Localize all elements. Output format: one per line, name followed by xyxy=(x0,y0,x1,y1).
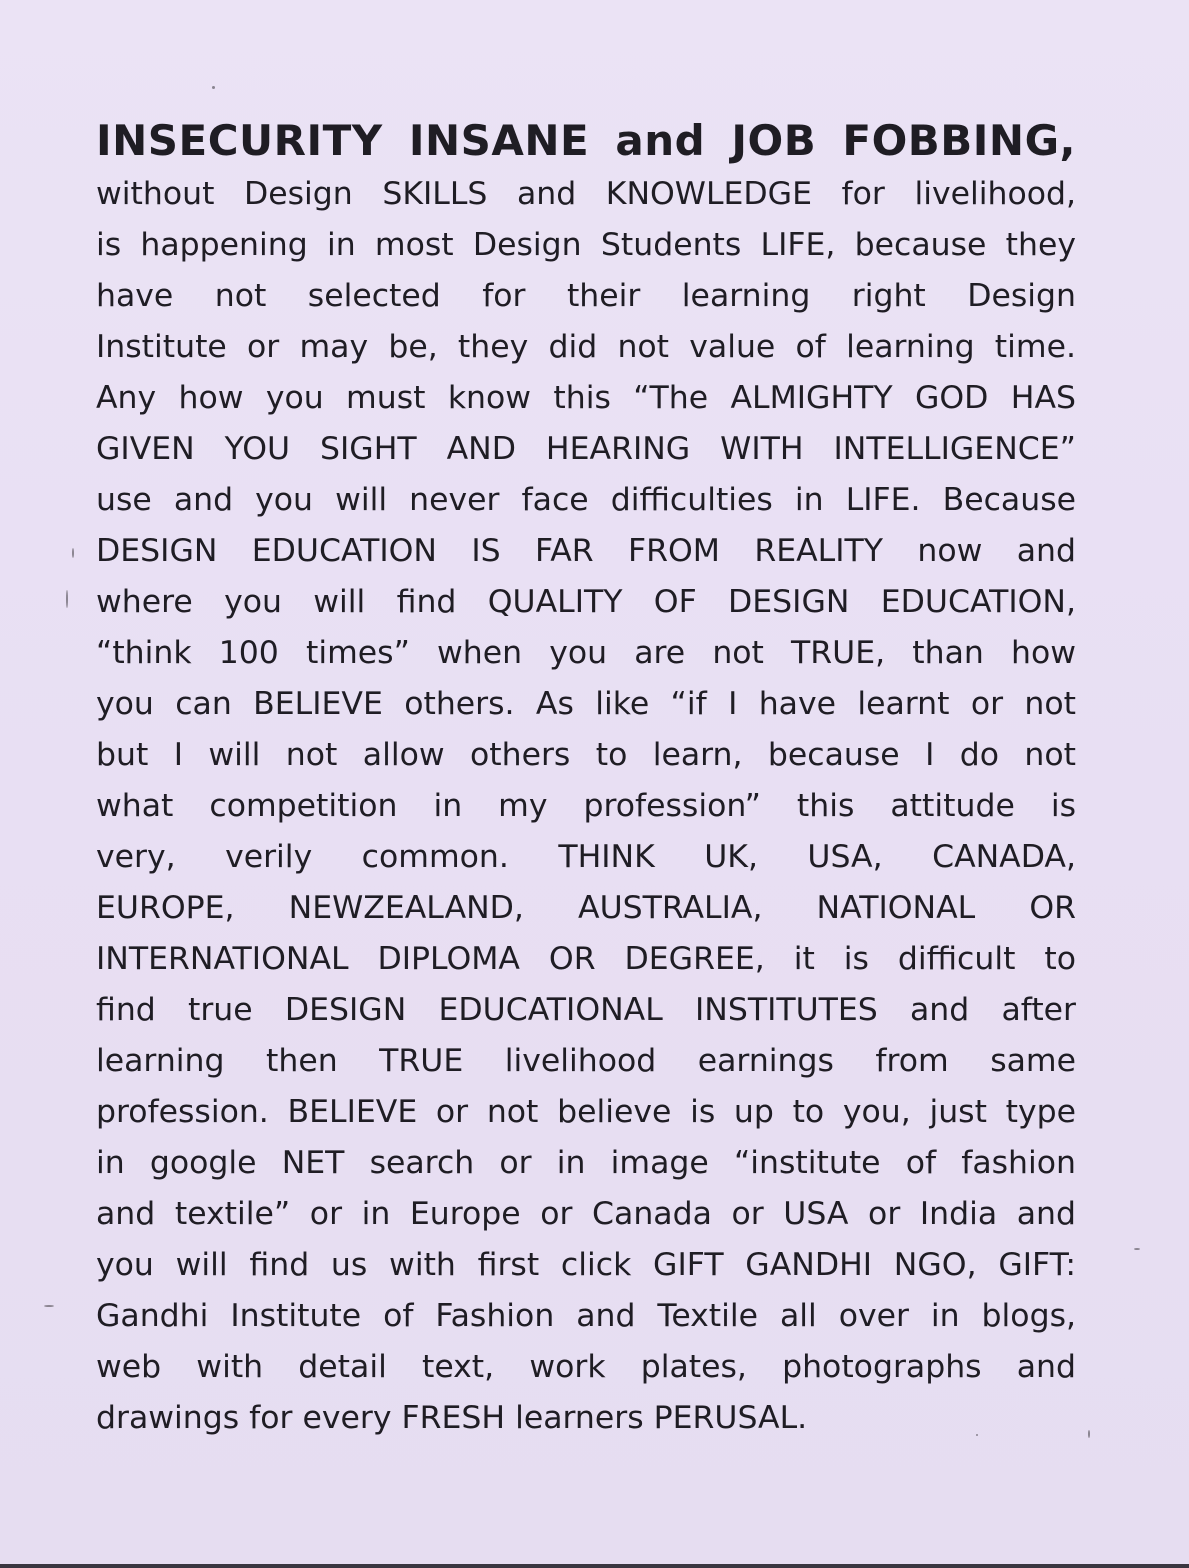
body-line: find true DESIGN EDUCATIONAL INSTITUTES and after xyxy=(96,992,1076,1028)
body-line: Gandhi Institute of Fashion and Textile all over in blogs, xyxy=(96,1298,1076,1334)
body-line: you can BELIEVE others. As like “if I have learnt or not xyxy=(96,686,1076,722)
body-line: drawings for every FRESH learners PERUSAL. xyxy=(96,1400,808,1436)
body-line: is happening in most Design Students LIFE, because they xyxy=(96,227,1076,263)
body-line: have not selected for their learning right Design xyxy=(96,278,1076,314)
body-line: profession. BELIEVE or not believe is up to you, just type xyxy=(96,1094,1076,1130)
body-line: in google NET search or in image “institute of fashion xyxy=(96,1145,1076,1181)
body-line: GIVEN YOU SIGHT AND HEARING WITH INTELLIGENCE” xyxy=(96,431,1076,467)
scan-speck xyxy=(66,590,68,608)
body-line: INTERNATIONAL DIPLOMA OR DEGREE, it is difficult to xyxy=(96,941,1076,977)
body-line: without Design SKILLS and KNOWLEDGE for livelihood, xyxy=(96,176,1076,212)
scan-speck xyxy=(1088,1430,1090,1438)
body-line: use and you will never face difficulties in LIFE. Because xyxy=(96,482,1076,518)
document-text xyxy=(96,113,1076,1444)
body-line: Institute or may be, they did not value of learning time. xyxy=(96,329,1076,365)
document-title: INSECURITY INSANE and JOB FOBBING, xyxy=(96,116,1076,165)
body-line: learning then TRUE livelihood earnings from same xyxy=(96,1043,1076,1079)
body-line: web with detail text, work plates, photographs and xyxy=(96,1349,1076,1385)
scan-speck xyxy=(976,1434,978,1436)
body-line: DESIGN EDUCATION IS FAR FROM REALITY now and xyxy=(96,533,1076,569)
body-line: where you will find QUALITY OF DESIGN EDUCATION, xyxy=(96,584,1076,620)
body-line: EUROPE, NEWZEALAND, AUSTRALIA, NATIONAL OR xyxy=(96,890,1076,926)
body-line: and textile” or in Europe or Canada or USA or India and xyxy=(96,1196,1076,1232)
body-line: you will find us with first click GIFT GANDHI NGO, GIFT: xyxy=(96,1247,1076,1283)
body-line: very, verily common. THINK UK, USA, CANADA, xyxy=(96,839,1076,875)
scan-speck xyxy=(72,548,74,558)
scan-speck xyxy=(44,1305,54,1307)
body-line: Any how you must know this “The ALMIGHTY GOD HAS xyxy=(96,380,1076,416)
body-line: but I will not allow others to learn, because I do not xyxy=(96,737,1076,773)
scan-speck xyxy=(212,86,215,89)
scan-speck xyxy=(1134,1248,1140,1250)
scan-bottom-edge xyxy=(0,1564,1189,1568)
body-line: what competition in my profession” this attitude is xyxy=(96,788,1076,824)
body-line: “think 100 times” when you are not TRUE, than how xyxy=(96,635,1076,671)
